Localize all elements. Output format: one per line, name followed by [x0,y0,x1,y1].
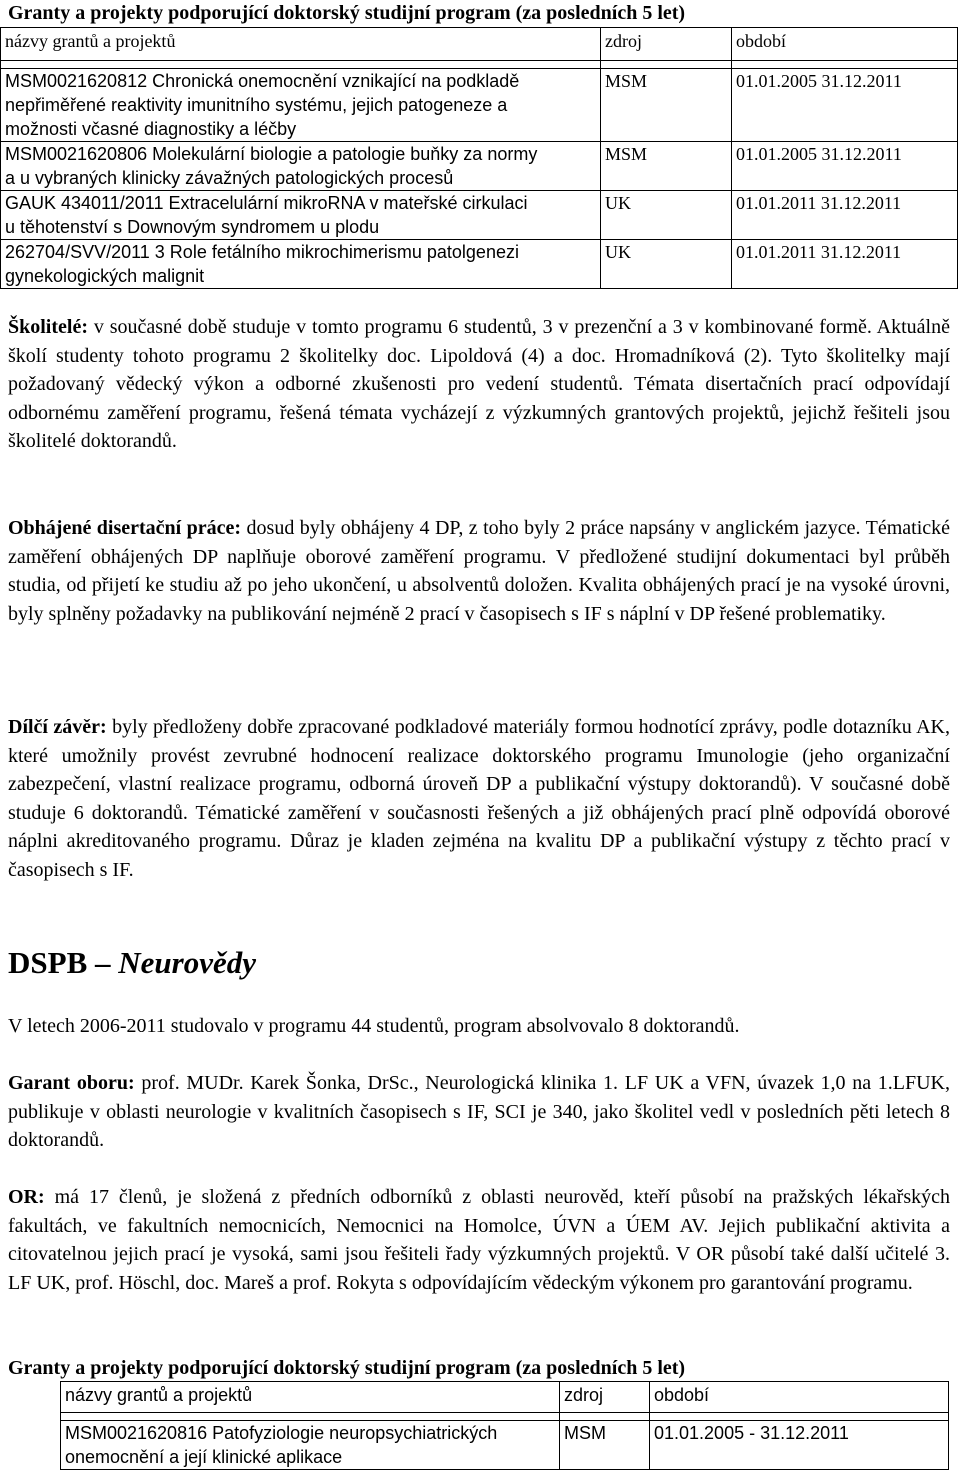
grant-name-cell [61,1421,560,1470]
col-header-name: názvy grantů a projektů [1,28,601,61]
defended-theses-text: dosud byly obhájeny 4 DP, z toho byly 2 práce napsány v anglickém jazyce. Tématické zaměření obhájených DP naplňuje oborové zaměření programu. V předložené studijní dokumentaci byl průběh studia, od přijetí ke studiu až po jeho ukončení, u absolventů doložen. Kvalita obhájených prací je na vysoké úrovni, byly splněny požadavky na publikování nejméně 2 prací v časopisech s IF s náplní v DP řešené problematiky. [8,517,951,625]
board-label: OR: [8,1186,45,1208]
board-text: má 17 členů, je složená z předních odborníků z oblasti neurověd, kteří působí na pražských lékařských fakultách, ve fakultních nemocnicích, Nemocnici na Homolce, ÚVN a ÚEM AV. Jejich publikační aktivita a citovatelnou jejich prací je vysoká, sami jsou řešiteli řady výzkumných projektů. V OR působí také další učitelé 3. LF UK, prof. Höschl, doc. Mareš a prof. Rokyta s odpovídajícím vědeckým výkonem pro garantování programu. [8,1186,950,1294]
supervisors-label: Školitelé: [8,316,88,338]
grant-name-cell [1,142,601,191]
grant-name-line: MSM0021620816 Patofyziologie neuropsychiatrických [65,1423,498,1443]
partial-conclusion-label: Dílčí závěr: [8,716,107,738]
section-title [8,943,256,983]
col-header-source: zdroj [560,1382,650,1413]
grant-period-cell: 01.01.2005 31.12.2011 [732,142,958,191]
supervisors-text: v současné době studuje v tomto programu 6 studentů, 3 v prezenční a 3 v kombinované formě. Aktuálně školí studenty tohoto programu 2 školitelky doc. Lipoldová (4) a doc. Hromadníková (2). Tyto školitelky mají požadovaný vědecký výkon a odborné zkušenosti pro vedení studentů. Témata disertačních prací odpovídají odbornému zaměření programu, řešená témata vycházejí z výzkumných grantových projektů, jejichž řešiteli jsou školitelé doktorandů. [8,316,950,452]
defended-theses-label: Obhájené disertační práce: [8,517,242,539]
guarantor-paragraph [8,1069,950,1155]
guarantor-text: prof. MUDr. Karek Šonka, DrSc., Neurologická klinika 1. LF UK a VFN, úvazek 1,0 na 1.LFUK, publikuje v oblasti neurologie v kvalitních časopisech s IF, SCI je 340, jako školitel vedl v posledních pěti letech 8 doktorandů. [8,1072,951,1151]
grant-name-line: onemocnění a její klinické aplikace [65,1447,343,1467]
grant-name-line: 262704/SVV/2011 3 Role fetálního mikrochimerismu patolgenezi [5,242,519,262]
grant-name-line: MSM0021620806 Molekulární biologie a patologie buňky za normy [5,144,538,164]
section-name: Neurovědy [118,945,256,980]
col-header-period: období [650,1382,949,1413]
grant-name-line: gynekologických malignit [5,266,205,286]
grant-period-cell: 01.01.2011 31.12.2011 [732,240,958,289]
table-row [61,1421,949,1470]
defended-theses-paragraph [8,514,950,628]
col-header-period: období [732,28,958,61]
guarantor-label: Garant oboru: [8,1072,135,1094]
col-header-source: zdroj [601,28,732,61]
grants-heading-bottom: Granty a projekty podporující doktorský studijní program (za posledních 5 let) [8,1357,686,1379]
table-row [1,240,958,289]
table-header-row [61,1382,949,1413]
col-header-name: názvy grantů a projektů [61,1382,560,1413]
table-spacer-row [61,1413,949,1421]
grant-name-line: GAUK 434011/2011 Extracelulární mikroRNA v mateřské cirkulaci [5,193,528,213]
grant-name-line: u těhotenství s Downovým syndromem u plodu [5,217,380,237]
grant-source-cell: MSM [601,142,732,191]
grant-period-cell: 01.01.2011 31.12.2011 [732,191,958,240]
grant-name-line: možnosti včasné diagnostiky a léčby [5,119,297,139]
table-spacer-row [1,61,958,69]
grants-table-2 [60,1381,949,1470]
grant-name-cell [1,191,601,240]
table-row [1,69,958,142]
table-row [1,191,958,240]
grant-name-line: a u vybraných klinicky závažných patologických procesů [5,168,454,188]
students-count-paragraph: V letech 2006-2011 studovalo v programu 44 studentů, program absolvovalo 8 doktorandů. [8,1015,740,1037]
table-header-row [1,28,958,61]
partial-conclusion-paragraph [8,713,950,884]
grant-source-cell: MSM [560,1421,650,1470]
grant-source-cell: UK [601,191,732,240]
grant-name-cell [1,69,601,142]
supervisors-paragraph [8,313,950,456]
table-row [1,142,958,191]
partial-conclusion-text: byly předloženy dobře zpracované podkladové materiály formou hodnotící zprávy, podle dotazníku AK, které umožnily provést zevrubné hodnocení realizace doktorského programu Imunologie (jeho organizační zabezpečení, vlastní realizace programu, odborná úroveň DP a publikační výstupy doktorandů). V současné době studuje 6 doktorandů. Tématické zaměření v současnosti řešených a již obhájených prací plně odpovídá oborové náplni akreditovaného programu. Důraz je kladen zejména na kvalitu DP a publikační výstupy z těchto prací v časopisech s IF. [8,716,950,881]
grant-name-line: nepřiměřené reaktivity imunitního systému, jejich patogeneze a [5,95,508,115]
grant-period-cell: 01.01.2005 31.12.2011 [732,69,958,142]
grant-source-cell: UK [601,240,732,289]
section-code: DSPB – [8,945,119,980]
grants-table-1 [0,27,958,289]
grant-period-cell: 01.01.2005 - 31.12.2011 [650,1421,949,1470]
grants-heading-top: Granty a projekty podporující doktorský studijní program (za posledních 5 let) [8,2,686,24]
grant-name-cell [1,240,601,289]
grant-source-cell: MSM [601,69,732,142]
board-paragraph [8,1183,950,1297]
grant-name-line: MSM0021620812 Chronická onemocnění vznikající na podkladě [5,71,520,91]
